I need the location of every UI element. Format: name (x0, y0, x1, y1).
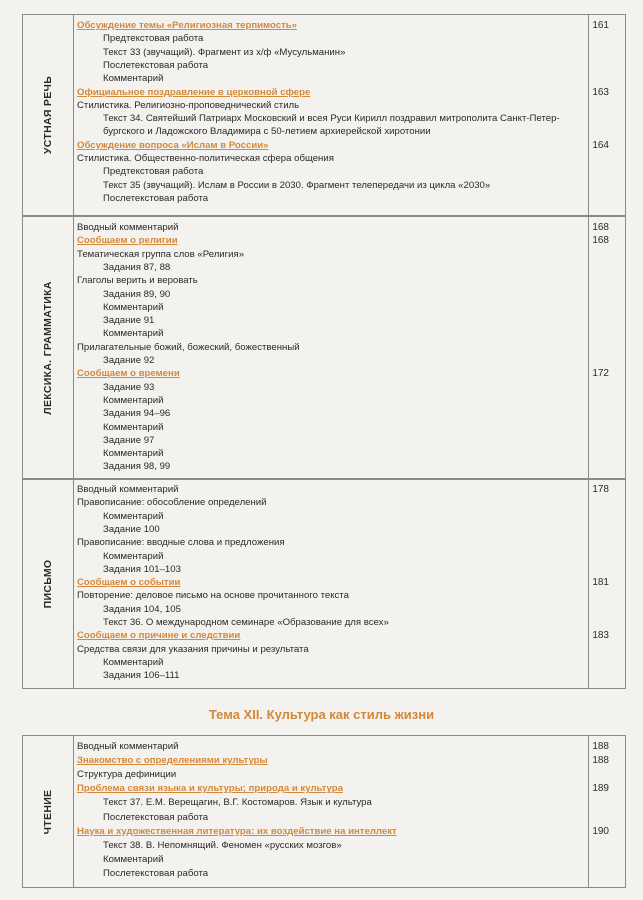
toc-entry: Прилагательные божий, божеский, божественный (77, 341, 300, 353)
page-number: 164 (592, 139, 609, 151)
toc-entry: Задание 97 (103, 434, 155, 446)
page-column (588, 15, 589, 215)
toc-entry: Вводный комментарий (77, 741, 179, 752)
toc-entry: Задания 87, 88 (103, 261, 171, 273)
page-number: 183 (592, 630, 609, 642)
toc-heading: Сообщаем о событии (77, 577, 181, 589)
toc-heading: Сообщаем о причине и следствии (77, 630, 241, 642)
theme-title: Тема XII. Культура как стиль жизни (208, 707, 435, 722)
toc-heading: Сообщаем о времени (77, 368, 180, 380)
toc-entry: Текст 38. В. Непомнящий. Феномен «русских мозгов» (103, 839, 342, 851)
page-number: 163 (592, 86, 609, 98)
toc-entry: Вводный комментарий (77, 484, 179, 495)
section-block (22, 735, 626, 888)
toc-entry: Комментарий (103, 301, 164, 313)
toc-entry: Задания 101–103 (103, 563, 181, 575)
toc-entry: Стилистика. Общественно-политическая сфера общения (77, 153, 334, 164)
toc-entry: Глаголы верить и веровать (77, 275, 198, 287)
toc-heading: Наука и художественная литература: их воздействие на интеллект (77, 825, 397, 837)
section-block (22, 479, 626, 689)
page-number: 178 (592, 484, 609, 495)
toc-entry: Текст 35 (звучащий). Ислам в России в 2030. Фрагмент телепередачи из цикла «2030» (103, 179, 491, 191)
toc-entry: Послетекстовая работа (103, 59, 209, 71)
toc-entry: Комментарий (103, 421, 164, 433)
page-number: 168 (592, 222, 609, 233)
page-number: 181 (592, 577, 609, 589)
section-label: ЧТЕНИЕ (42, 789, 54, 834)
toc-entry: Текст 37. Е.М. Верещагин, В.Г. Костомаров. Язык и культура (103, 797, 372, 809)
toc-entry: Послетекстовая работа (103, 192, 209, 204)
section-block (22, 14, 626, 216)
toc-entry: Задание 92 (103, 355, 155, 366)
page-number: 189 (592, 783, 609, 795)
toc-entry: Послетекстовая работа (103, 811, 209, 823)
page-column (588, 480, 589, 688)
section-label-cell (23, 480, 74, 688)
toc-entry: Комментарий (103, 328, 164, 340)
toc-entry: Комментарий (103, 656, 164, 668)
section-label-cell (23, 736, 74, 887)
toc-entry: Комментарий (103, 448, 164, 460)
toc-heading: Знакомство с определениями культуры (77, 755, 268, 767)
toc-entry: Комментарий (103, 853, 164, 865)
toc-entry: Комментарий (103, 394, 164, 406)
toc-entry: Предтекстовая работа (103, 166, 204, 178)
toc-entry: Задания 104, 105 (103, 603, 181, 615)
toc-entry: Задания 94–96 (103, 408, 171, 420)
toc-entry: Предтекстовая работа (103, 33, 204, 45)
toc-heading: Сообщаем о религии (77, 235, 178, 247)
page-number: 161 (592, 20, 609, 31)
toc-entry: Комментарий (103, 510, 164, 522)
toc-entry: Правописание: обособление определений (77, 497, 267, 509)
section-label: УСТНАЯ РЕЧЬ (42, 75, 54, 155)
toc-heading: Официальное поздравление в церковной сфере (77, 86, 311, 98)
toc-entry: Задания 106–111 (103, 670, 180, 682)
toc-entry: Вводный комментарий (77, 222, 179, 233)
page-number: 168 (592, 235, 609, 247)
toc-entry: Текст 34. Святейший Патриарх Московский и всея Руси Кирилл поздравил митрополита Санкт-Петер- (103, 113, 560, 125)
section-label-cell (23, 15, 74, 215)
toc-entry: Структура дефиниции (77, 769, 177, 781)
toc-entry: Тематическая группа слов «Религия» (77, 248, 245, 260)
toc-entry: Задания 98, 99 (103, 461, 171, 473)
page-number: 188 (592, 755, 609, 767)
section-label: ЛЕКСИКА. ГРАММАТИКА (42, 280, 54, 415)
toc-entry: Повторение: деловое письмо на основе прочитанного текста (77, 590, 349, 602)
toc-entry: Правописание: вводные слова и предложения (77, 537, 285, 549)
toc-entry: Комментарий (103, 550, 164, 562)
page-column (588, 736, 589, 887)
toc-entry: Задание 100 (103, 523, 160, 535)
page-number: 190 (592, 825, 609, 837)
page-number: 188 (592, 741, 609, 752)
toc-entry: Задание 91 (103, 315, 155, 327)
section-label: ПИСЬМО (42, 559, 54, 609)
page-column (588, 217, 589, 478)
toc-entry: Послетекстовая работа (103, 867, 209, 879)
toc-entry: бургского и Ладожского Владимира с 50-летием архиерейской хиротонии (103, 126, 431, 138)
page-number: 172 (592, 368, 609, 380)
toc-entry: Текст 36. О международном семинаре «Образование для всех» (103, 617, 389, 628)
toc-entry: Стилистика. Религиозно-проповеднический стиль (77, 99, 300, 111)
toc-entry: Комментарий (103, 73, 164, 85)
toc-heading: Обсуждение вопроса «Ислам в России» (77, 139, 269, 151)
toc-entry: Задания 89, 90 (103, 288, 171, 300)
toc-heading: Обсуждение темы «Религиозная терпимость» (77, 20, 298, 31)
toc-heading: Проблема связи языка и культуры; природа и культура (77, 783, 343, 795)
section-block (22, 216, 626, 479)
section-label-cell (23, 217, 74, 478)
toc-entry: Средства связи для указания причины и результата (77, 643, 309, 655)
toc-entry: Текст 33 (звучащий). Фрагмент из х/ф «Мусульманин» (103, 46, 346, 58)
toc-entry: Задание 93 (103, 381, 155, 393)
